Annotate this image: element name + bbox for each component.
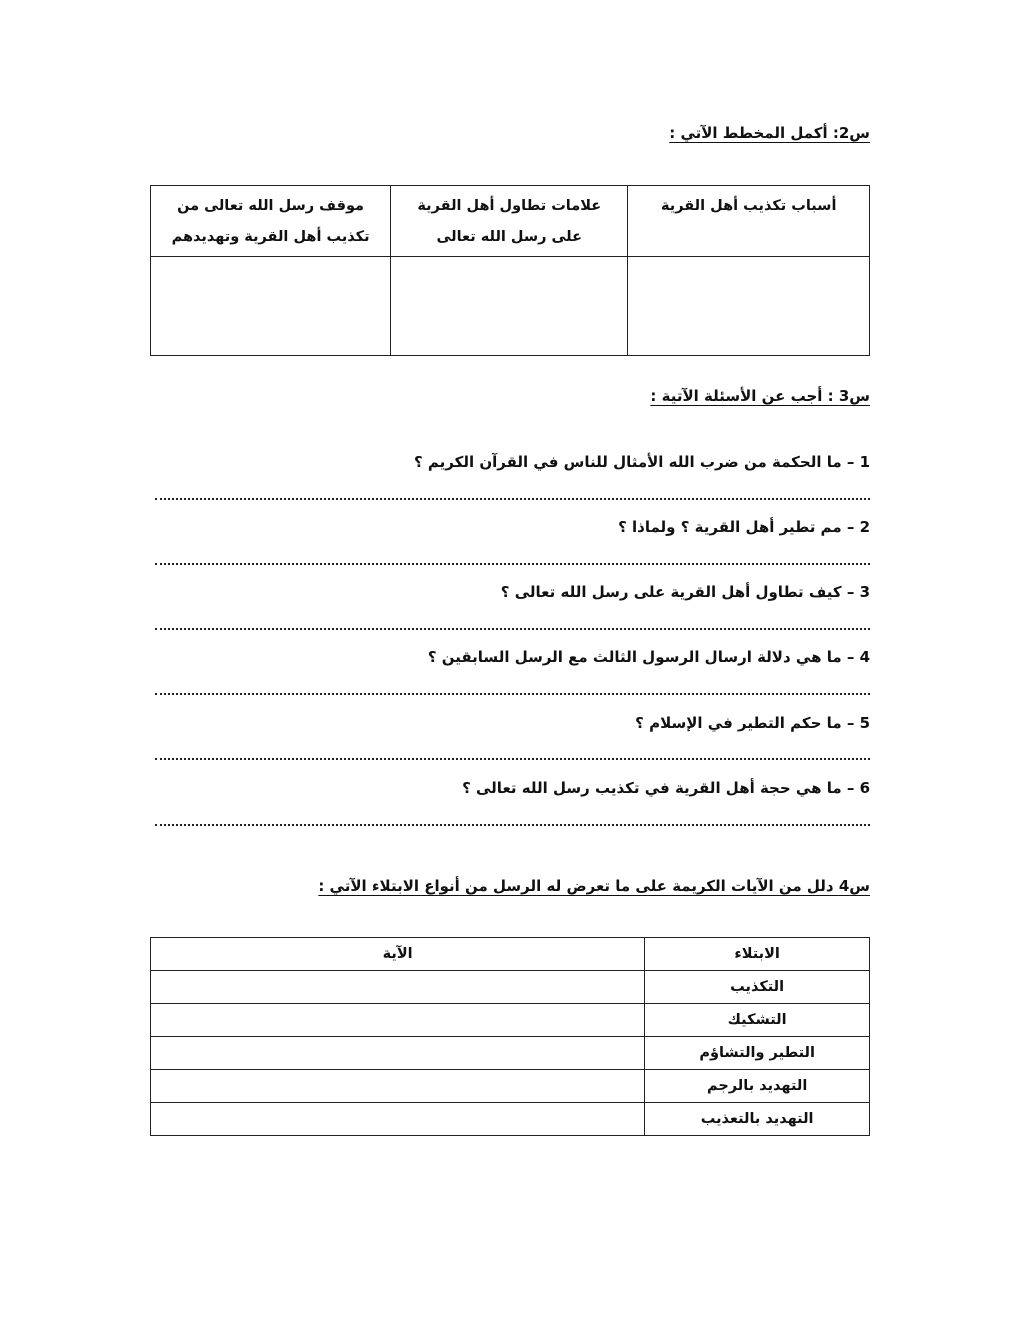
q2-reasons-answer-cell[interactable] xyxy=(628,257,870,356)
q2-col-reasons-header: أسباب تكذيب أهل القرية xyxy=(628,186,870,257)
q2-header-row xyxy=(151,186,870,257)
q4-trials-table xyxy=(150,937,870,1136)
q3-question-1: 1 – ما الحكمة من ضرب الله الأمثال للناس في القرآن الكريم ؟ xyxy=(413,453,870,471)
q2-col-stance-header: موقف رسل الله تعالى من تكذيب أهل القرية وتهديدهم xyxy=(151,186,391,257)
q2-signs-answer-cell[interactable] xyxy=(391,257,628,356)
q3-question-6: 6 – ما هي حجة أهل القرية في تكذيب رسل الله تعالى ؟ xyxy=(462,779,870,797)
q4-row-doubt xyxy=(151,1004,870,1037)
worksheet-page xyxy=(150,0,870,1320)
q4-verse-cell-1[interactable] xyxy=(151,971,645,1004)
q4-verse-cell-5[interactable] xyxy=(151,1103,645,1136)
q4-verse-cell-2[interactable] xyxy=(151,1004,645,1037)
q4-heading: س4 دلل من الآيات الكريمة على ما تعرض له الرسل من أنواع الابتلاء الآتي : xyxy=(318,877,870,895)
q2-heading: س2: أكمل المخطط الآتي : xyxy=(669,124,870,142)
q4-trial-torment-threat: التهديد بالتعذيب xyxy=(645,1103,870,1136)
q4-trial-denial: التكذيب xyxy=(645,971,870,1004)
q4-row-stoning-threat xyxy=(151,1070,870,1103)
q4-verse-cell-4[interactable] xyxy=(151,1070,645,1103)
q4-trial-ill-omen: التطير والتشاؤم xyxy=(645,1037,870,1070)
q3-answer-line-1[interactable] xyxy=(155,498,870,500)
q4-trial-doubt: التشكيك xyxy=(645,1004,870,1037)
q4-row-ill-omen xyxy=(151,1037,870,1070)
q4-col-verse-header: الآية xyxy=(151,938,645,971)
q3-question-3: 3 – كيف تطاول أهل القرية على رسل الله تعالى ؟ xyxy=(500,583,870,601)
q4-header-row xyxy=(151,938,870,971)
q3-question-5: 5 – ما حكم التطير في الإسلام ؟ xyxy=(635,714,870,732)
q3-heading: س3 : أجب عن الأسئلة الآتية : xyxy=(650,387,870,405)
q3-answer-line-5[interactable] xyxy=(155,758,870,760)
q3-answer-line-3[interactable] xyxy=(155,628,870,630)
q4-row-denial xyxy=(151,971,870,1004)
q3-question-4: 4 – ما هي دلالة ارسال الرسول الثالث مع الرسل السابقين ؟ xyxy=(427,648,870,666)
q2-col-signs-header: علامات تطاول أهل القرية على رسل الله تعالى xyxy=(391,186,628,257)
q4-col-trial-header: الابتلاء xyxy=(645,938,870,971)
q2-answer-row xyxy=(151,257,870,356)
q3-answer-line-6[interactable] xyxy=(155,824,870,826)
q2-diagram-table xyxy=(150,185,870,356)
q3-answer-line-2[interactable] xyxy=(155,563,870,565)
q4-row-torment-threat xyxy=(151,1103,870,1136)
q3-answer-line-4[interactable] xyxy=(155,693,870,695)
q2-stance-answer-cell[interactable] xyxy=(151,257,391,356)
q4-verse-cell-3[interactable] xyxy=(151,1037,645,1070)
q3-question-2: 2 – مم تطير أهل القرية ؟ ولماذا ؟ xyxy=(618,518,870,536)
q4-trial-stoning-threat: التهديد بالرجم xyxy=(645,1070,870,1103)
